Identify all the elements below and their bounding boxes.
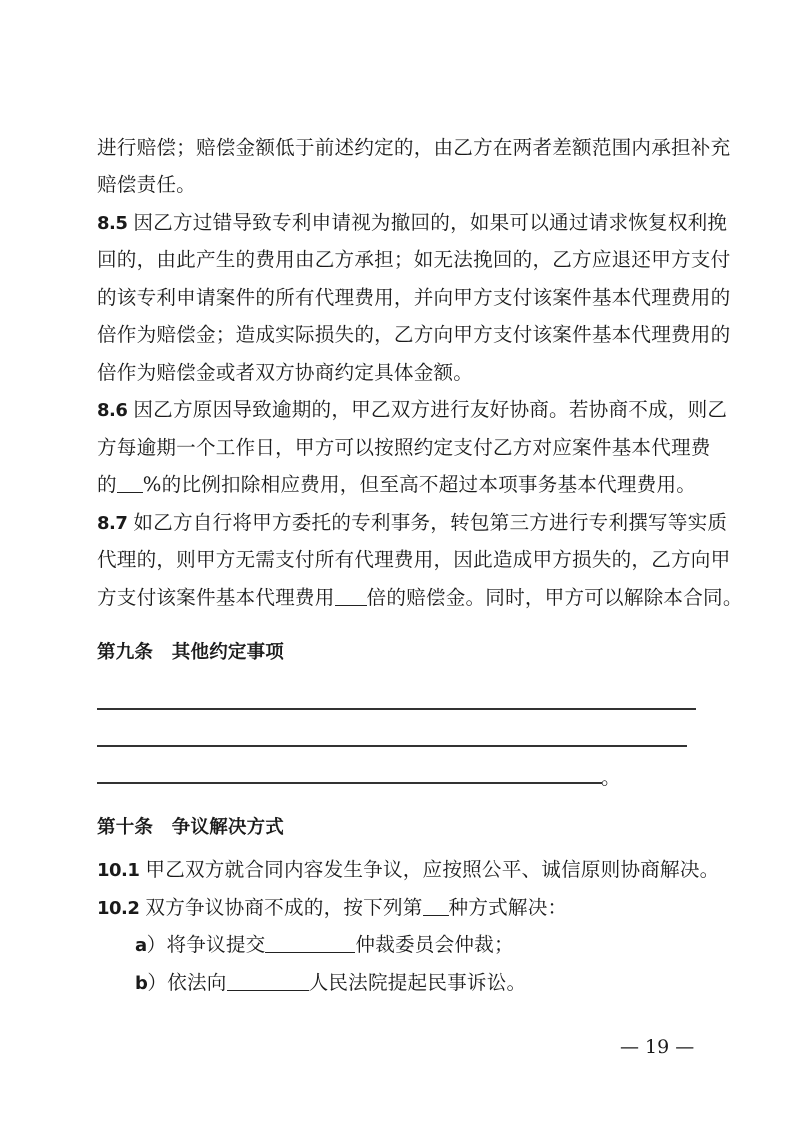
paragraph-8-5-line-2: 回的，由此产生的费用由乙方承担；如无法挽回的，乙方应退还甲方支付 (97, 248, 731, 271)
option-a-text-after: 仲裁委员会仲裁； (355, 933, 514, 956)
clause-number-8-6: 8.6 (97, 400, 128, 421)
paragraph-8-6-line-2: 方每逾期一个工作日，甲方可以按照约定支付乙方对应案件基本代理费 (97, 436, 711, 459)
other-terms-blank-line-2[interactable] (97, 745, 687, 747)
paragraph-8-5-text-1: 因乙方过错导致专利申请视为撤回的，如果可以通过请求恢复权利挽 (133, 211, 728, 234)
option-b (135, 971, 526, 996)
option-b-text-after: 人民法院提起民事诉讼。 (308, 971, 527, 994)
option-a-paren: ） (146, 933, 167, 956)
paragraph-8-5-line-1 (97, 211, 727, 236)
paragraph-8-7-line-1 (97, 511, 727, 536)
paragraph-8-5-line-3: 的该专利申请案件的所有代理费用，并向甲方支付该案件基本代理费用的 (97, 286, 731, 309)
page-number: — 19 — (620, 1036, 695, 1058)
paragraph-8-6-line-1 (97, 398, 727, 423)
paragraph-8-7-text-after: 倍的赔偿金。同时，甲方可以解除本合同。 (366, 586, 743, 609)
paragraph-10-2-text-before: 双方争议协商不成的，按下列第 (145, 896, 423, 919)
paragraph-8-4-line-2: 赔偿责任。 (97, 173, 196, 196)
method-choice-blank-field[interactable] (423, 897, 449, 916)
option-b-text-before: 依法向 (167, 971, 227, 994)
court-blank-field[interactable] (227, 972, 309, 991)
paragraph-8-7-line-2: 代理的，则甲方无需支付所有代理费用，因此造成甲方损失的，乙方向甲 (97, 548, 731, 571)
paragraph-10-1-text: 甲乙双方就合同内容发生争议，应按照公平、诚信原则协商解决。 (145, 858, 720, 881)
clause-number-8-7: 8.7 (97, 513, 128, 534)
percentage-blank-field[interactable] (117, 474, 143, 493)
other-terms-end-mark: 。 (601, 766, 621, 789)
other-terms-blank-line-3[interactable] (97, 782, 602, 784)
clause-number-8-5: 8.5 (97, 213, 128, 234)
paragraph-10-2 (97, 896, 567, 921)
option-a (135, 933, 514, 958)
option-b-label: b (135, 973, 148, 994)
paragraph-10-1 (97, 858, 719, 883)
arbitration-commission-blank-field[interactable] (265, 934, 355, 953)
other-terms-blank-line-1[interactable] (97, 708, 696, 710)
paragraph-8-7-text-1: 如乙方自行将甲方委托的专利事务，转包第三方进行专利撰写等实质 (133, 511, 728, 534)
option-b-paren: ） (147, 971, 168, 994)
paragraph-8-5-line-5: 倍作为赔偿金或者双方协商约定具体金额。 (97, 361, 474, 384)
paragraph-8-4-line-1: 进行赔偿；赔偿金额低于前述约定的，由乙方在两者差额范围内承担补充 (97, 136, 731, 159)
paragraph-8-6-text-after: %的比例扣除相应费用，但至高不超过本项事务基本代理费用。 (142, 473, 697, 496)
paragraph-8-7-line-3 (97, 586, 743, 610)
article-9-heading: 第九条 其他约定事项 (97, 642, 285, 663)
option-a-text-before: 将争议提交 (166, 933, 266, 956)
option-a-label: a (135, 935, 147, 956)
paragraph-8-6-text-1: 因乙方原因导致逾期的，甲乙双方进行友好协商。若协商不成，则乙 (133, 398, 728, 421)
paragraph-10-2-text-after: 种方式解决： (448, 896, 568, 919)
clause-number-10-1: 10.1 (97, 860, 140, 881)
paragraph-8-6-line-3 (97, 473, 696, 497)
paragraph-8-6-text-before: 的 (97, 473, 117, 496)
paragraph-8-7-text-before: 方支付该案件基本代理费用 (97, 586, 335, 609)
article-10-heading: 第十条 争议解决方式 (97, 817, 285, 838)
clause-number-10-2: 10.2 (97, 898, 140, 919)
paragraph-8-5-line-4: 倍作为赔偿金；造成实际损失的，乙方向甲方支付该案件基本代理费用的 (97, 323, 731, 346)
multiplier-blank-field[interactable] (335, 587, 367, 606)
